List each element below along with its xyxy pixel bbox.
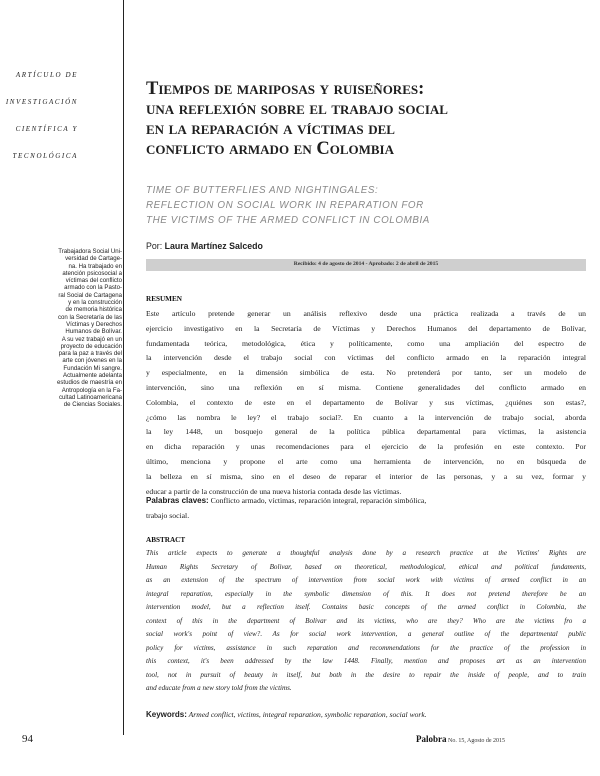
author-bio-line: Víctimas y Derechos xyxy=(66,320,122,328)
author-bio-line: de Ciencias Sociales. xyxy=(63,401,122,409)
abstract-body xyxy=(146,547,586,696)
title-en-line: THE VICTIMS OF THE ARMED CONFLICT IN COLOMBIA xyxy=(146,215,430,226)
abstract-line: This article expects to generate a thoughtful analysis done by a research practice at the Victims' Rights are xyxy=(146,549,586,557)
resumen-line: fundamentada teórica, metodológica, ética y políticamente, como una ampliación del espectro de xyxy=(146,338,586,348)
author-bio-line: y en la construcción xyxy=(68,299,122,307)
section-label xyxy=(0,53,78,170)
author-bio-line: ral Social de Cartagena xyxy=(58,291,122,299)
received-approved-dates: Recibido: 4 de agosto de 2014 - Aprobado: 2 de abril de 2015 xyxy=(293,261,439,267)
author-bio-line: con la Secretaría de las xyxy=(57,313,122,321)
abstract-line: policy for victims, assistance in such reparation and recommendations for the practice of the profession in xyxy=(146,643,586,652)
author-bio-line: A su vez trabajó en un xyxy=(61,335,122,343)
resumen-line: y especialmente, en la dimensión simbólica de esta. No pretenderá por tanto, ser un modelo de xyxy=(146,368,586,378)
abstract-line: Human Rights Secretary of Bolivar, based on theoretical, methodological, ethical and political fundaments, xyxy=(146,562,586,571)
abstract-line: and educate from a new story told from the victims. xyxy=(146,684,292,692)
footer-journal xyxy=(416,734,505,744)
author-bio-line: Trabajadora Social Uni- xyxy=(58,248,122,255)
title-line: conflicto armado en Colombia xyxy=(146,139,395,159)
author-bio-line: proyecto de educación xyxy=(60,342,122,350)
abstract-line: tool, not in pursuit of beauty in itself, but both in the desire to repair the inside of people, and to train xyxy=(146,670,586,679)
abstract-heading: ABSTRACT xyxy=(146,536,186,544)
title-line: una reflexión sobre el trabajo social xyxy=(146,99,448,119)
section-label-line: TECNOLÓGICA xyxy=(12,152,78,160)
resumen-line: la intervención desde el trabajo social con víctimas del conflicto armado en la reparación integral xyxy=(146,353,586,363)
section-label-line: CIENTÍFICA Y xyxy=(15,125,78,133)
author-bio xyxy=(0,248,122,409)
author-bio-line: versidad de Cartage- xyxy=(65,255,122,263)
author-bio-line: na. Ha trabajado en xyxy=(68,262,122,270)
author-bio-line: estudios de maestría en xyxy=(56,379,122,387)
author-bio-line: para la paz a través del xyxy=(58,350,122,358)
resumen-line: intervención, sino una reflexión en sí misma. Contiene generalidades del conflicto armado en xyxy=(146,382,586,392)
resumen-line: en dicha reparación y unas recomendaciones para el ejercicio de la profesión en este contexto. Por xyxy=(146,442,586,452)
author-bio-line: de memoria histórica xyxy=(65,306,122,314)
abstract-line: social work's point of view?. As for social work intervention, a general outline of the departmental public xyxy=(146,630,586,638)
abstract-line: as an extension of the spectrum of intervention from social work with victims of armed conflict in an xyxy=(146,576,586,584)
author-bio-line: arte con jóvenes en la xyxy=(62,357,122,365)
author-name: Laura Martínez Salcedo xyxy=(164,241,263,251)
section-label-line: INVESTIGACIÓN xyxy=(5,98,78,106)
title-line: en la reparación a víctimas del xyxy=(146,119,395,139)
author-bio-line: Antropología en la Fa- xyxy=(61,386,122,394)
resumen-line: la belleza en sí misma, sino en el deseo de reparar el interior de las personas, y a su vez, formar y xyxy=(146,471,586,481)
resumen-line: la ley 1448, un bosquejo general de la política pública departamental para víctimas, la asistencia xyxy=(146,427,586,437)
resumen-heading: RESUMEN xyxy=(146,295,182,303)
author-bio-line: cultad Latinoamericana xyxy=(58,393,122,401)
keywords-text: Armed conflict, victims, integral reparation, symbolic reparation, social work. xyxy=(188,710,427,719)
palabras-clave-text: trabajo social. xyxy=(146,511,190,520)
title-en-line: TIME OF BUTTERFLIES AND NIGHTINGALES: xyxy=(146,185,379,196)
author-bio-line: víctimas del conflicto xyxy=(65,277,122,285)
abstract-line: this context, it's been addressed by the law 1448. Finally, mention and proposes art as an intervention xyxy=(146,657,586,665)
byline xyxy=(146,241,263,251)
resumen-line: Este artículo pretende generar un análisis reflexivo desde una práctica realizada a través de un xyxy=(146,309,586,318)
author-bio-line: Fundación Mi sangre. xyxy=(63,364,122,372)
resumen-line: ¿cómo las nombra le ley? el trabajo social?. En cuanto a la intervención de trabajo social, aborda xyxy=(146,412,586,422)
keywords xyxy=(146,710,586,719)
keywords-label: Keywords: xyxy=(146,710,187,719)
byline-prefix: Por: xyxy=(146,241,163,251)
abstract-line: context of this in the department of Bolivar and its victims, who are they? Who are the victims fro a xyxy=(146,616,586,625)
page-number: 94 xyxy=(22,733,33,745)
journal-issue: No. 15, Agosto de 2015 xyxy=(448,738,505,744)
article-title xyxy=(146,79,586,159)
title-en-line: REFLECTION ON SOCIAL WORK IN REPARATION FOR xyxy=(146,200,424,211)
resumen-body xyxy=(146,307,586,499)
vertical-rule xyxy=(123,0,124,735)
author-bio-line: armado con la Pasto- xyxy=(64,284,122,292)
abstract-line: integral reparation, especially in the symbolic dimension of this. It does not pretend therefore be an xyxy=(146,589,586,598)
palabras-clave xyxy=(146,493,586,523)
resumen-line: educar a partir de la construcción de una nueva historia contada desde las víctimas. xyxy=(146,486,402,496)
palabras-clave-label: Palabras claves: xyxy=(146,496,209,505)
resumen-line: ejercicio investigativo en la Secretaría de Víctimas y Derechos Humanos del departamento de Bolívar, xyxy=(146,323,586,333)
abstract-line: intervention model, but a reflection itself. Contains basic concepts of the armed conflict in Colombia, the xyxy=(146,603,586,611)
section-label-line: ARTÍCULO DE xyxy=(15,71,78,79)
author-bio-line: atención psicosocial a xyxy=(62,269,122,277)
journal-name: Palobra xyxy=(416,734,447,744)
palabras-clave-text: Conflicto armado, víctimas, reparación integral, reparación simbólica, xyxy=(210,496,427,505)
title-line: Tiempos de mariposas y ruiseñores: xyxy=(146,79,425,99)
author-bio-line: Actualmente adelanta xyxy=(63,372,122,380)
resumen-line: Colombia, el contexto de este en el departamento de Bolívar y sus víctimas, ¿quiénes son estas?, xyxy=(146,397,586,407)
author-bio-line: Humanos de Bolívar. xyxy=(65,328,122,336)
resumen-line: último, menciona y propone el arte como una herramienta de intervención, no en búsqueda de xyxy=(146,456,586,466)
article-title-english xyxy=(146,183,586,228)
